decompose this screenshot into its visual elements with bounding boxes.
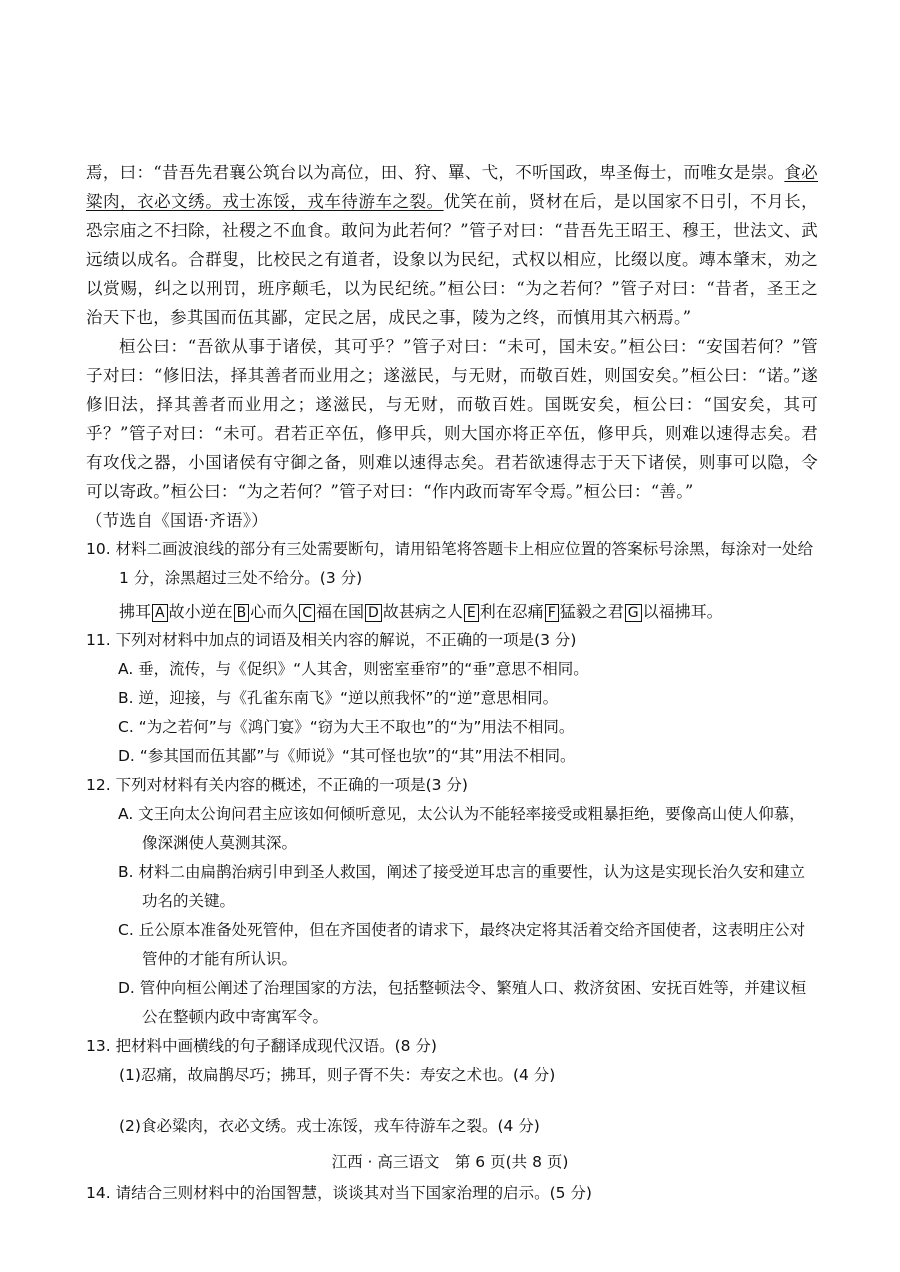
answer-mark: C bbox=[299, 604, 315, 622]
seq-text: 故甚病之人 bbox=[382, 602, 463, 621]
exam-page bbox=[86, 158, 818, 1208]
passage-paragraph-2: 桓公曰：“吾欲从事于诸侯，其可乎？”管子对曰：“未可，国未安。”桓公曰：“安国若何？”管子对曰：“修旧法，择其善者而业用之；遂滋民，与无财，而敬百姓，则国安矣。”桓公曰：“诺。”遂修旧法，择其善者而业用之；遂滋民，与无财，而敬百姓。国既安矣，桓公曰：“国安矣，其可乎？”管子对曰：“未可。君若正卒伍，修甲兵，则大国亦将正卒伍，修甲兵，则难以速得志矣。君有攻伐之器，小国诸侯有守御之备，则难以速得志矣。君若欲速得志于天下诸侯，则事可以隐，令可以寄政。”桓公曰：“为之若何？”管子对曰：“作内政而寄军令焉。”桓公曰：“善。” bbox=[86, 337, 818, 501]
page-footer: 江西 · 高三语文 第 6 页(共 8 页) bbox=[331, 1153, 569, 1171]
question-stem: 14. 请结合三则材料中的治国智慧，谈谈其对当下国家治理的启示。(5 分) bbox=[86, 1184, 592, 1202]
question-stem: 13. 把材料中画横线的句子翻译成现代汉语。(8 分) bbox=[86, 1037, 437, 1055]
question-stem: 10. 材料二画波浪线的部分有三处需要断句，请用铅笔将答题卡上相应位置的答案标号涂黑，每涂对一处给 1 分，涂黑超过三处不给分。(3 分) bbox=[86, 540, 814, 587]
option-a: A. 垂，流传，与《促织》“人其舍，则密室垂帘”的“垂”意思不相同。 bbox=[118, 660, 589, 678]
option-a: A. 文王向太公询问君主应该如何倾听意见，太公认为不能轻率接受或粗暴拒绝，要像高山使人仰慕，像深渊使人莫测其深。 bbox=[118, 805, 805, 852]
passage-source: （节选自《国语·齐语》） bbox=[86, 511, 269, 530]
dotted-word: 其 bbox=[186, 308, 204, 327]
option-c: C. “为之若何”与《鸿门宴》“窃为大王不取也”的“为”用法不相同。 bbox=[118, 718, 575, 736]
passage-text: 国而伍其鄙，定民之居，成民之事，陵为之终，而慎用其六柄焉。” bbox=[203, 308, 692, 327]
option-c: C. 丘公原本准备处死管仲，但在齐国使者的请求下，最终决定将其活着交给齐国使者，这表明庄公对管仲的才能有所认识。 bbox=[118, 921, 806, 968]
question-12 bbox=[86, 771, 818, 1032]
answer-mark: E bbox=[464, 604, 479, 622]
passage-paragraph-1 bbox=[86, 158, 818, 332]
question-10 bbox=[86, 535, 818, 626]
option-b: B. 材料二由扁鹊治病引申到圣人救国，阐述了接受逆耳忠言的重要性，认为这是实现长治久安和建立功名的关键。 bbox=[118, 863, 805, 910]
sub-question-1: (1)忍痛，故扁鹊尽巧；拂耳，则子胥不失：寿安之术也。(4 分) bbox=[119, 1066, 556, 1084]
option-d: D. “参其国而伍其鄙”与《师说》“其可怪也欤”的“其”用法不相同。 bbox=[118, 747, 576, 765]
option-d: D. 管仲向桓公阐述了治理国家的方法，包括整顿法令、繁殖人口、救济贫困、安抚百姓等，并建议桓公在整顿内政中寄寓军令。 bbox=[118, 979, 807, 1026]
question-stem: 12. 下列对材料有关内容的概述，不正确的一项是(3 分) bbox=[86, 776, 468, 794]
answer-space bbox=[86, 1090, 818, 1112]
option-b: B. 逆，迎接，与《孔雀东南飞》“逆以煎我怀”的“逆”意思相同。 bbox=[118, 689, 559, 707]
question-11 bbox=[86, 626, 818, 771]
answer-mark: D bbox=[365, 604, 382, 622]
underlined-sentence: 食必粱肉，衣必文绣。戎士冻馁，戎车待游车之裂。 bbox=[86, 163, 818, 211]
answer-mark: B bbox=[234, 604, 250, 622]
seq-text: 心而久 bbox=[250, 602, 299, 621]
passage-section bbox=[86, 158, 818, 535]
question-14 bbox=[86, 1179, 818, 1208]
seq-text: 以福拂耳。 bbox=[642, 602, 723, 621]
passage-text: 焉，曰：“昔吾先君襄公筑台以为高位，田、狩、罼、弋，不听国政，卑圣侮士，而唯女是崇。 bbox=[86, 163, 785, 182]
answer-mark: F bbox=[545, 604, 559, 622]
seq-text: 故小逆在 bbox=[168, 602, 233, 621]
punctuation-sequence bbox=[86, 597, 818, 626]
question-stem: 11. 下列对材料中加点的词语及相关内容的解说，不正确的一项是(3 分) bbox=[86, 631, 577, 649]
seq-text: 利在忍痛 bbox=[479, 602, 544, 621]
seq-text: 拂耳 bbox=[119, 602, 152, 621]
answer-mark: G bbox=[625, 604, 642, 622]
passage-text: 优笑在前，贤材在后，是以国家不日引，不月长，恐宗庙之不扫除，社稷之不血食。敢问为此若何？”管子对曰：“昔吾先王昭王、穆王，世法文、武远绩以成名。合群叟，比校民之有道者，设象以为民纪，式权以相应，比缀以度。竱本肇末，劝之以赏赐，纠之以刑罚，班序颠毛，以为民纪统。”桓公曰：“为之若何？”管子对曰：“昔者，圣王之治天下也，参 bbox=[86, 192, 818, 327]
seq-text: 福在国 bbox=[316, 602, 365, 621]
answer-mark: A bbox=[152, 604, 168, 622]
sub-question-2: (2)食必粱肉，衣必文绣。戎士冻馁，戎车待游车之裂。(4 分) bbox=[119, 1117, 540, 1135]
seq-text: 猛毅之君 bbox=[559, 602, 624, 621]
